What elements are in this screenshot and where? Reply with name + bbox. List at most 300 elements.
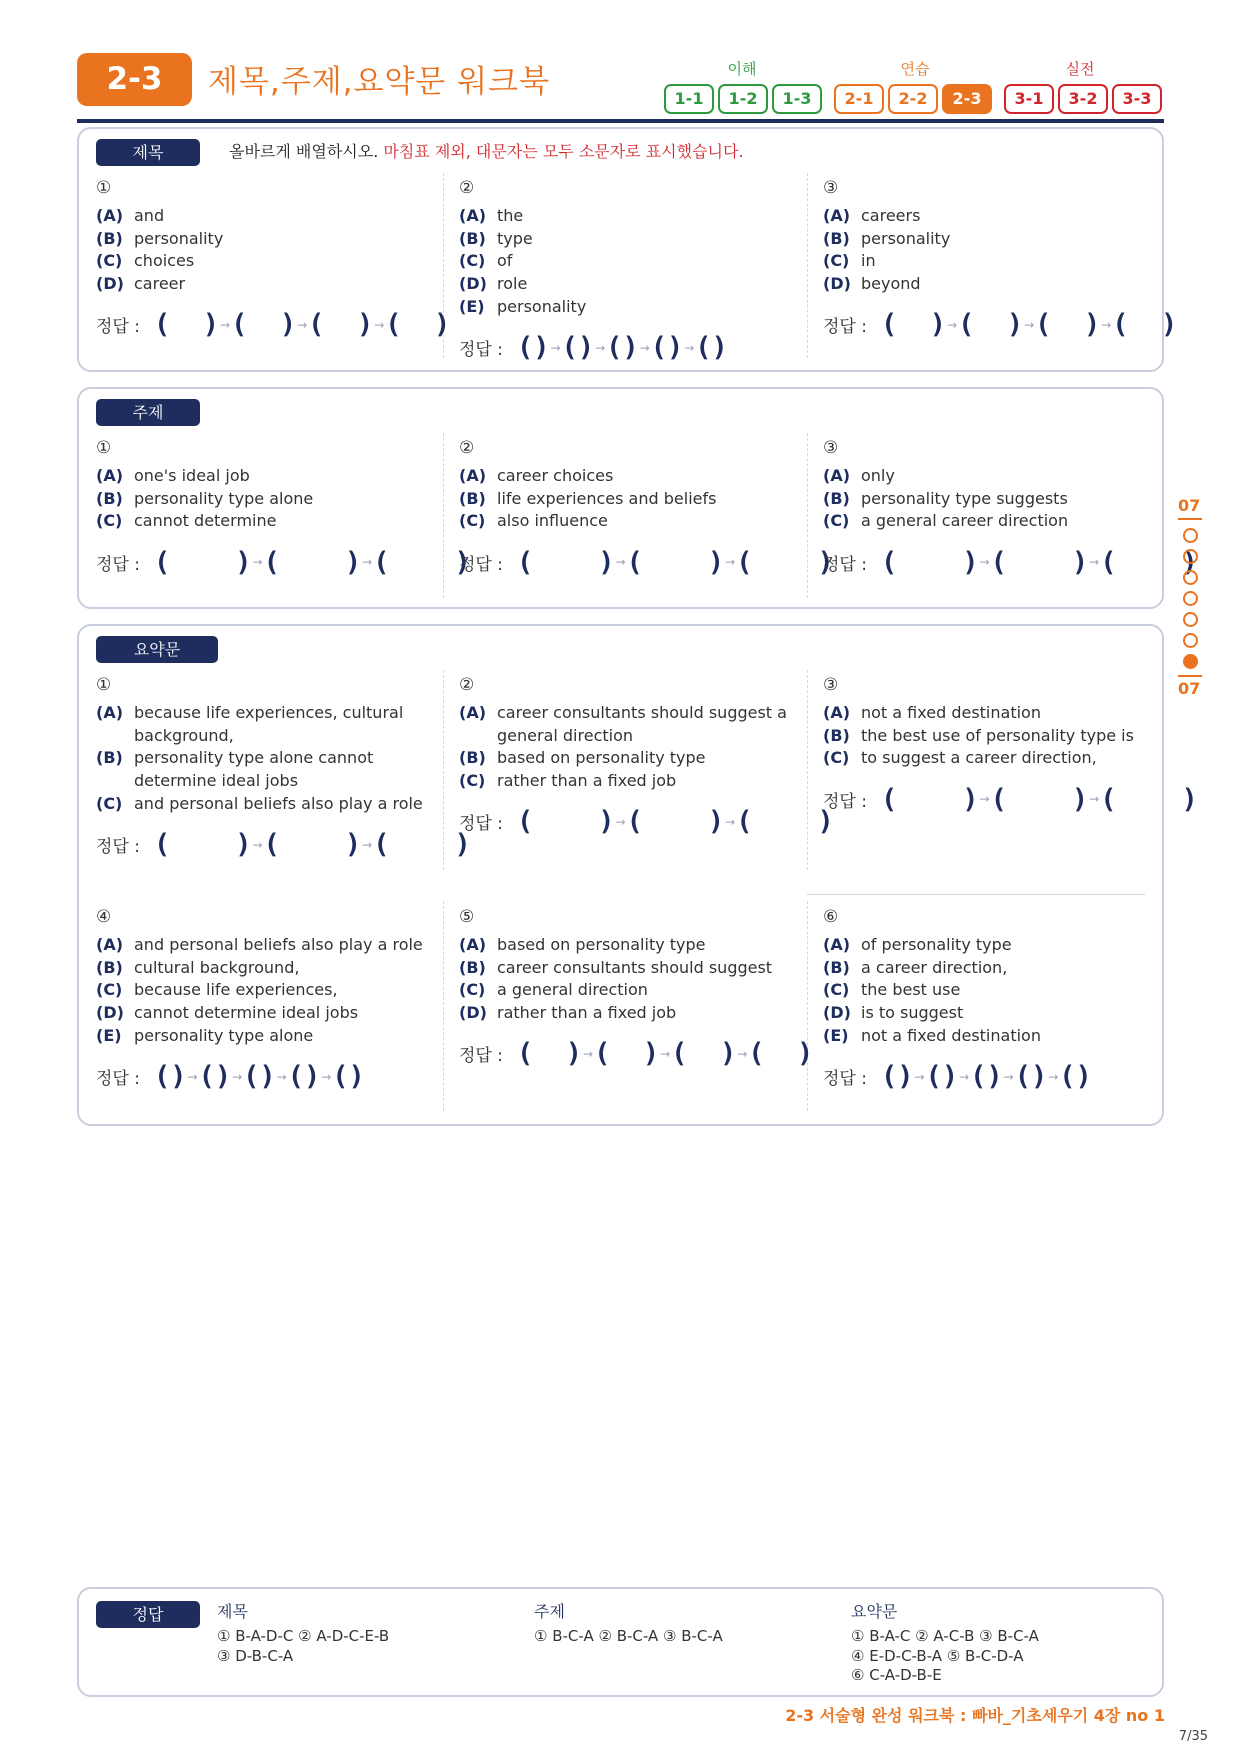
answer-blank[interactable]: ( ) <box>231 309 297 341</box>
answer-key-section <box>77 1587 1164 1697</box>
answer-blank[interactable]: () <box>925 1061 959 1093</box>
option-text: a general direction <box>497 980 648 1000</box>
option-text: is to suggest <box>861 1003 964 1023</box>
answer-row[interactable] <box>459 805 834 839</box>
answer-blank[interactable]: ( ) <box>1100 783 1198 815</box>
page-number: 7/35 <box>1178 1729 1208 1744</box>
answer-row[interactable] <box>459 545 834 579</box>
question <box>459 674 834 839</box>
answer-blank[interactable]: () <box>198 1061 232 1093</box>
arrow-icon: → <box>252 555 263 570</box>
level-group-label: 이해 <box>727 60 757 78</box>
arrow-icon: → <box>220 317 231 332</box>
arrow-icon: → <box>321 1069 332 1084</box>
option <box>96 702 426 747</box>
arrow-icon: → <box>297 317 308 332</box>
progress-dot[interactable] <box>1183 570 1198 585</box>
arrow-icon: → <box>725 814 736 829</box>
option-letter: (A) <box>459 935 487 954</box>
answer-blank[interactable]: ( ) <box>671 1038 737 1070</box>
option <box>96 793 426 816</box>
option-text: type <box>497 228 533 248</box>
answer-blank[interactable]: ( ) <box>1100 546 1198 578</box>
progress-dot[interactable] <box>1183 591 1198 606</box>
option-text: rather than a fixed job <box>497 771 677 791</box>
option <box>823 465 1153 488</box>
answer-row[interactable] <box>823 545 1198 579</box>
option <box>823 747 1153 770</box>
title-section <box>77 127 1178 372</box>
option <box>459 934 789 957</box>
instruction <box>229 139 744 162</box>
option <box>459 273 789 296</box>
answer-key-line: ⑥ C-A-D-B-E <box>851 1666 942 1684</box>
option-letter: (B) <box>96 488 123 508</box>
option-letter: (A) <box>823 206 851 225</box>
column-divider <box>807 670 808 870</box>
answer-blank[interactable]: ( ) <box>516 1038 583 1070</box>
option-text: the <box>497 206 524 225</box>
option-letter: (A) <box>96 466 124 485</box>
answer-key-title <box>217 1599 517 1666</box>
answer-blank[interactable]: () <box>650 332 684 364</box>
chapter-number-bottom: 07 <box>1178 679 1201 698</box>
question <box>823 177 1178 342</box>
answer-blank[interactable]: () <box>332 1061 365 1093</box>
answer-label: 정답 : <box>823 1069 867 1090</box>
section-tag: 주제 <box>96 399 200 426</box>
option-letter: (C) <box>96 251 123 271</box>
arrow-icon: → <box>615 555 626 570</box>
option-text: of <box>497 251 513 271</box>
option <box>459 488 789 511</box>
option-text: to suggest a career direction, <box>861 748 1097 768</box>
section-tag: 요약문 <box>96 636 218 663</box>
option-text: beyond <box>861 274 921 294</box>
arrow-icon: → <box>232 1069 243 1084</box>
arrow-icon: → <box>252 837 263 852</box>
option-letter: (B) <box>96 748 123 768</box>
option-text: career <box>134 274 186 294</box>
answer-key-summary <box>851 1599 1151 1686</box>
arrow-icon: → <box>959 1069 970 1084</box>
arrow-icon: → <box>187 1069 198 1084</box>
option-text: career choices <box>497 466 614 485</box>
answer-blank[interactable]: ( ) <box>880 546 979 578</box>
option <box>459 747 789 770</box>
option-letter: (D) <box>459 1003 487 1023</box>
progress-dot[interactable] <box>1183 633 1198 648</box>
answer-blank[interactable]: ( ) <box>880 309 947 341</box>
option-letter: (A) <box>459 703 487 722</box>
answer-row[interactable] <box>96 308 451 342</box>
option <box>96 747 426 792</box>
side-divider <box>1178 675 1202 677</box>
answer-label: 정답 : <box>96 1069 140 1090</box>
arrow-icon: → <box>1048 1069 1059 1084</box>
option-text: also influence <box>497 511 608 531</box>
option <box>96 250 426 273</box>
progress-dot[interactable] <box>1183 549 1198 564</box>
answer-key-line: ④ E-D-C-B-A ⑤ B-C-D-A <box>851 1646 1024 1665</box>
arrow-icon: → <box>725 555 736 570</box>
answer-blank[interactable]: ( ) <box>153 829 252 861</box>
option-letter: (A) <box>96 206 124 225</box>
answer-row[interactable] <box>459 1037 814 1071</box>
section-tag: 제목 <box>96 139 200 166</box>
option-text: not a fixed destination <box>861 703 1041 722</box>
question-number: ③ <box>823 178 839 198</box>
arrow-icon: → <box>979 555 990 570</box>
arrow-icon: → <box>550 340 561 355</box>
option-text: role <box>497 274 528 294</box>
question <box>459 906 814 1071</box>
option-text: of personality type <box>861 935 1012 954</box>
option <box>459 228 789 251</box>
option <box>459 296 789 319</box>
arrow-icon: → <box>1101 317 1112 332</box>
question-number: ① <box>96 438 112 458</box>
question-number: ③ <box>823 675 839 695</box>
answer-blank[interactable]: ( ) <box>308 309 374 341</box>
level-tab-2-1[interactable]: 2-1 <box>834 84 884 114</box>
option <box>459 770 789 793</box>
answer-label: 정답 : <box>96 837 140 858</box>
option-letter: (C) <box>823 511 850 531</box>
option-text: cannot determine ideal jobs <box>134 1003 359 1023</box>
question-number: ① <box>96 178 112 198</box>
option <box>823 273 1153 296</box>
answer-row[interactable] <box>96 1060 426 1094</box>
arrow-icon: → <box>660 1046 671 1061</box>
answer-blank[interactable]: ( ) <box>373 546 471 578</box>
option <box>96 979 426 1002</box>
answer-blank[interactable]: ( ) <box>594 1038 660 1070</box>
option-text: personality <box>497 296 587 316</box>
answer-label: 정답 : <box>459 340 503 361</box>
option-text: career consultants should suggest a general direction <box>497 703 787 745</box>
answer-label: 정답 : <box>823 554 867 575</box>
row-divider <box>807 894 1145 895</box>
arrow-icon: → <box>639 340 650 355</box>
option-text: cannot determine <box>134 511 277 531</box>
arrow-icon: → <box>914 1069 925 1084</box>
arrow-icon: → <box>276 1069 287 1084</box>
option-letter: (B) <box>823 725 850 745</box>
arrow-icon: → <box>737 1046 748 1061</box>
answer-row[interactable] <box>823 308 1178 342</box>
answer-label: 정답 : <box>823 317 867 338</box>
progress-dot-current[interactable] <box>1183 654 1198 669</box>
answer-blank[interactable]: () <box>287 1061 321 1093</box>
answer-blank[interactable]: ( ) <box>736 546 834 578</box>
answer-label: 정답 : <box>459 1046 503 1067</box>
level-tab-3-1[interactable]: 3-1 <box>1004 84 1054 114</box>
answer-blank[interactable]: ( ) <box>1035 309 1101 341</box>
answer-blank[interactable]: ( ) <box>373 829 471 861</box>
option-text: personality type suggests <box>861 488 1068 508</box>
question-number: ① <box>96 675 112 695</box>
arrow-icon: → <box>583 1046 594 1061</box>
answer-blank[interactable]: ( ) <box>958 309 1024 341</box>
arrow-icon: → <box>1003 1069 1014 1084</box>
option-letter: (B) <box>459 228 486 248</box>
option-letter: (A) <box>96 703 124 722</box>
question-number: ③ <box>823 438 839 458</box>
option <box>823 702 1153 725</box>
answer-label: 정답 : <box>96 554 140 575</box>
option-letter: (C) <box>459 251 486 271</box>
answer-blank[interactable]: () <box>1014 1061 1048 1093</box>
answer-blank[interactable]: () <box>561 332 595 364</box>
column-divider <box>807 901 808 1111</box>
option-letter: (A) <box>96 935 124 954</box>
question-number: ② <box>459 438 475 458</box>
option-letter: (C) <box>459 511 486 531</box>
option <box>823 250 1153 273</box>
option-text: personality <box>134 228 224 248</box>
answer-label: 정답 : <box>96 317 140 338</box>
option <box>96 273 426 296</box>
level-tab-2-3[interactable]: 2-3 <box>942 84 992 114</box>
level-tab-3-2[interactable]: 3-2 <box>1058 84 1108 114</box>
answer-blank[interactable]: ( ) <box>385 309 451 341</box>
level-tab-3-3[interactable]: 3-3 <box>1112 84 1162 114</box>
option-letter: (E) <box>459 296 485 316</box>
answer-key-heading: 주제 <box>534 1602 565 1621</box>
arrow-icon: → <box>1089 555 1100 570</box>
option-text: personality type alone <box>134 1025 314 1045</box>
answer-blank[interactable]: ( ) <box>153 309 220 341</box>
level-tab-2-2[interactable]: 2-2 <box>888 84 938 114</box>
answer-row[interactable] <box>96 828 471 862</box>
option-letter: (D) <box>96 274 124 294</box>
option <box>823 957 1153 980</box>
answer-blank[interactable]: ( ) <box>1112 309 1178 341</box>
question-number: ② <box>459 675 475 695</box>
option-text: cultural background, <box>134 957 300 977</box>
option-text: not a fixed destination <box>861 1025 1041 1045</box>
option-text: personality type alone cannot determine ideal jobs <box>134 748 374 791</box>
answer-blank[interactable]: ( ) <box>626 546 725 578</box>
progress-dot[interactable] <box>1183 528 1198 543</box>
option-text: and personal beliefs also play a role <box>134 793 423 813</box>
option <box>96 1002 426 1025</box>
option-text: choices <box>134 251 195 271</box>
answer-blank[interactable]: () <box>880 1061 914 1093</box>
option-text: the best use <box>861 980 961 1000</box>
option-text: and <box>134 206 165 225</box>
arrow-icon: → <box>1089 792 1100 807</box>
instruction-note: 마침표 제외, 대문자는 모두 소문자로 표시했습니다. <box>378 142 744 161</box>
answer-row[interactable] <box>823 782 1198 816</box>
answer-blank[interactable]: ( ) <box>880 783 979 815</box>
answer-blank[interactable]: () <box>243 1061 276 1093</box>
answer-blank[interactable]: () <box>695 332 728 364</box>
option <box>459 702 789 747</box>
option-letter: (D) <box>823 274 851 294</box>
question <box>96 906 426 1094</box>
answer-blank[interactable]: () <box>606 332 639 364</box>
option-letter: (C) <box>96 980 123 1000</box>
option-text: the best use of personality type is <box>861 725 1134 745</box>
answer-key-heading: 제목 <box>217 1602 248 1621</box>
question-number: ④ <box>96 907 112 927</box>
question-number: ② <box>459 178 475 198</box>
option-letter: (E) <box>823 1025 849 1045</box>
option <box>823 934 1153 957</box>
option <box>96 934 426 957</box>
level-tab-1-2[interactable]: 1-2 <box>718 84 768 114</box>
option-letter: (C) <box>459 771 486 791</box>
level-group-label: 실전 <box>1065 60 1095 78</box>
option <box>823 725 1153 748</box>
level-tab-1-3[interactable]: 1-3 <box>772 84 822 114</box>
option-text: only <box>861 466 895 485</box>
option-text: a general career direction <box>861 511 1069 531</box>
arrow-icon: → <box>362 555 373 570</box>
answer-blank[interactable]: ( ) <box>263 546 362 578</box>
option-text: because life experiences, cultural background, <box>134 703 404 745</box>
option-text: personality <box>861 228 951 248</box>
answer-key-line: ① B-A-C ② A-C-B ③ B-C-A <box>851 1627 1039 1645</box>
question <box>96 674 471 862</box>
answer-blank[interactable]: ( ) <box>990 783 1089 815</box>
option-text: based on personality type <box>497 935 706 954</box>
answer-blank[interactable]: ( ) <box>736 806 834 838</box>
option-text: because life experiences, <box>134 980 338 1000</box>
option-letter: (B) <box>459 957 486 977</box>
answer-blank[interactable]: ( ) <box>990 546 1089 578</box>
level-group-label: 연습 <box>900 60 930 78</box>
option <box>96 228 426 251</box>
option <box>96 957 426 980</box>
instruction-main: 올바르게 배열하시오. <box>229 142 379 161</box>
option-letter: (C) <box>823 748 850 768</box>
answer-key-line: ① B-A-D-C ② A-D-C-E-B <box>217 1627 390 1645</box>
arrow-icon: → <box>615 814 626 829</box>
option-letter: (B) <box>96 228 123 248</box>
arrow-icon: → <box>979 792 990 807</box>
answer-blank[interactable]: ( ) <box>516 546 615 578</box>
answer-blank[interactable]: ( ) <box>748 1038 814 1070</box>
column-divider <box>443 901 444 1111</box>
level-tab-1-1[interactable]: 1-1 <box>664 84 714 114</box>
arrow-icon: → <box>362 837 373 852</box>
option <box>96 205 426 228</box>
option-text: personality type alone <box>134 488 314 508</box>
answer-row[interactable] <box>459 331 789 365</box>
option <box>459 465 789 488</box>
answer-row[interactable] <box>96 545 471 579</box>
option-letter: (B) <box>96 957 123 977</box>
question <box>823 906 1153 1094</box>
option-letter: (B) <box>823 488 850 508</box>
progress-dot[interactable] <box>1183 612 1198 627</box>
question <box>459 437 834 579</box>
option <box>823 979 1153 1002</box>
option-text: rather than a fixed job <box>497 1003 677 1023</box>
option-letter: (E) <box>96 1025 122 1045</box>
option-letter: (C) <box>823 980 850 1000</box>
answer-row[interactable] <box>823 1060 1153 1094</box>
chapter-number-top: 07 <box>1178 496 1201 515</box>
option-text: in <box>861 251 876 271</box>
answer-blank[interactable]: ( ) <box>263 829 362 861</box>
option <box>823 1002 1153 1025</box>
answer-key-line: ① B-C-A ② B-C-A ③ B-C-A <box>534 1627 723 1645</box>
answer-key-line: ③ D-B-C-A <box>217 1646 294 1665</box>
arrow-icon: → <box>1024 317 1035 332</box>
option-letter: (A) <box>823 466 851 485</box>
question <box>96 177 451 342</box>
question <box>96 437 471 579</box>
option <box>459 510 789 533</box>
arrow-icon: → <box>684 340 695 355</box>
option <box>459 205 789 228</box>
answer-key-theme <box>534 1599 834 1647</box>
option-letter: (B) <box>823 957 850 977</box>
page-title: 제목,주제,요약문 워크북 <box>208 64 551 100</box>
arrow-icon: → <box>374 317 385 332</box>
answer-blank[interactable]: ( ) <box>516 806 615 838</box>
option-text: and personal beliefs also play a role <box>134 935 423 954</box>
option <box>96 510 426 533</box>
answer-label: 정답 : <box>459 814 503 835</box>
option-letter: (A) <box>823 703 851 722</box>
question <box>459 177 789 365</box>
arrow-icon: → <box>595 340 606 355</box>
option <box>823 205 1153 228</box>
option-letter: (B) <box>459 748 486 768</box>
option <box>459 250 789 273</box>
option-letter: (C) <box>823 251 850 271</box>
question-number: ⑥ <box>823 907 839 927</box>
answer-blank[interactable]: () <box>1059 1061 1092 1093</box>
column-divider <box>807 173 808 358</box>
option-text: life experiences and beliefs <box>497 488 717 508</box>
option <box>823 510 1153 533</box>
option <box>459 1002 789 1025</box>
option <box>96 465 426 488</box>
header-divider <box>77 119 1164 123</box>
answer-blank[interactable]: () <box>153 1061 187 1093</box>
option <box>96 1025 426 1048</box>
option-text: career consultants should suggest <box>497 957 773 977</box>
section-tag: 정답 <box>96 1601 200 1628</box>
option <box>823 488 1153 511</box>
option-letter: (D) <box>459 274 487 294</box>
footer-caption: 2-3 서술형 완성 워크북 : 빠바_기초세우기 4장 no 1 <box>785 1706 1165 1725</box>
answer-blank[interactable]: ( ) <box>153 546 252 578</box>
option-text: careers <box>861 206 921 225</box>
answer-label: 정답 : <box>823 791 867 812</box>
lesson-badge: 2-3 <box>77 53 192 106</box>
option-text: a career direction, <box>861 957 1008 977</box>
side-divider <box>1178 518 1202 520</box>
option <box>459 957 789 980</box>
answer-blank[interactable]: () <box>516 332 550 364</box>
option-text: based on personality type <box>497 748 706 768</box>
answer-blank[interactable]: ( ) <box>626 806 725 838</box>
option-letter: (B) <box>459 488 486 508</box>
answer-blank[interactable]: () <box>970 1061 1003 1093</box>
arrow-icon: → <box>947 317 958 332</box>
option <box>96 488 426 511</box>
option-letter: (D) <box>96 1003 124 1023</box>
answer-label: 정답 : <box>459 554 503 575</box>
option <box>823 228 1153 251</box>
